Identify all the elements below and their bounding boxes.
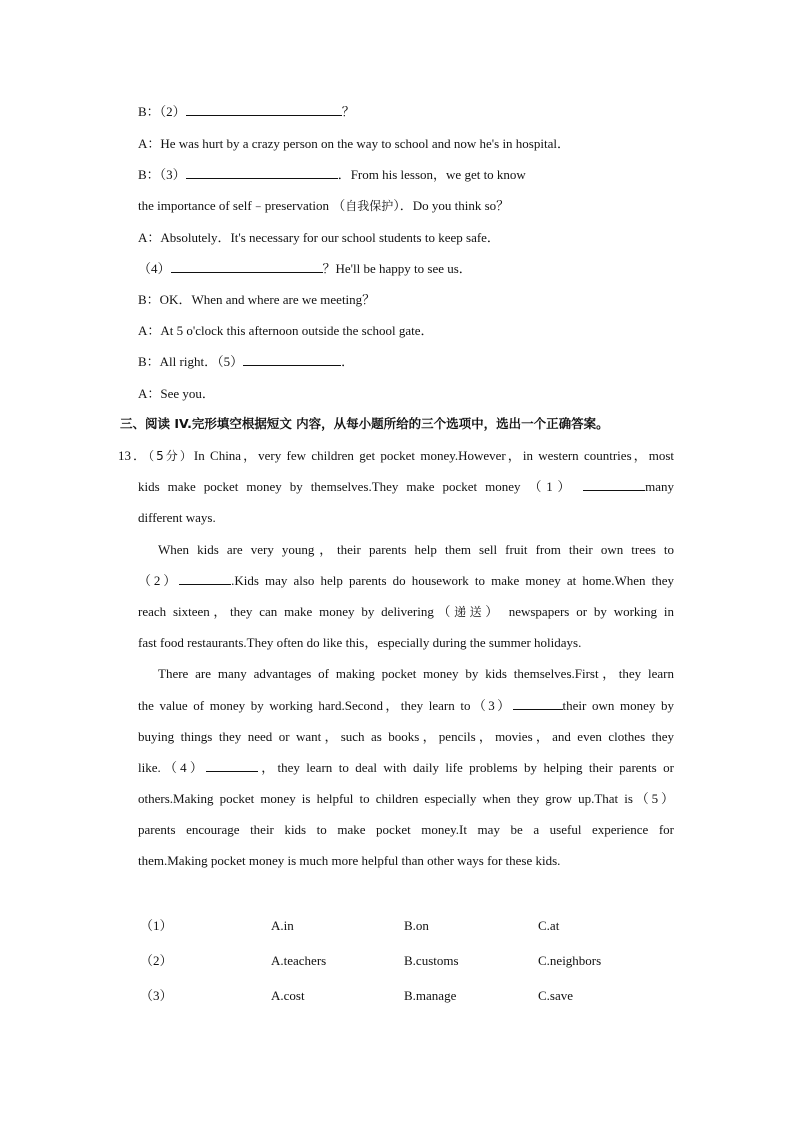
dialogue-line: the importance of self﹣preservation （自我保护）．Do you think so？ [138, 198, 510, 213]
answer-blank [186, 103, 342, 116]
passage-line: different ways. [138, 510, 216, 525]
dialogue-line: B：（2） ？ [138, 104, 355, 119]
speaker: A： [138, 386, 161, 401]
passage-line: buying things they need or want，such as books，pencils，movies，and even clothes they [138, 729, 674, 744]
option-a[interactable]: A.in [271, 918, 294, 933]
option-number: （3） [140, 988, 173, 1003]
option-number: （1） [140, 918, 173, 933]
answer-blank [171, 260, 323, 273]
passage-line: like.（4） ，they learn to deal with daily life problems by helping their parents or [138, 760, 675, 775]
passage-line: kids make pocket money by themselves.They make pocket money （1） many [138, 479, 674, 494]
answer-blank [583, 478, 645, 491]
passage-line: the value of money by working hard.Second，they learn to（3） their own money by [138, 698, 675, 713]
passage-line: them.Making pocket money is much more helpful than other ways for these kids. [138, 853, 561, 868]
dialogue-line: B：OK．When and where are we meeting？ [138, 292, 376, 307]
dialogue-line: A：At 5 o'clock this afternoon outside the school gate． [138, 323, 434, 338]
option-c[interactable]: C.at [538, 918, 560, 933]
speaker: B： [138, 354, 160, 369]
option-b[interactable]: B.on [404, 918, 429, 933]
passage-line: （2） .Kids may also help parents do housework to make money at home.When they [138, 573, 674, 588]
option-a[interactable]: A.cost [271, 988, 305, 1003]
speaker: A： [138, 230, 161, 245]
section-header: 三、阅读 IV.完形填空根据短文 内容，从每小题所给的三个选项中，选出一个正确答案。 [120, 416, 609, 431]
speaker: A： [138, 136, 161, 151]
option-a[interactable]: A.teachers [271, 953, 327, 968]
passage-line: parents encourage their kids to make pocket money.It may be a useful experience for [138, 822, 674, 837]
speaker: B： [138, 292, 160, 307]
answer-blank [513, 697, 563, 710]
dialogue-line: （4） ？He'll be happy to see us． [138, 261, 472, 276]
dialogue-line: A：Absolutely．It's necessary for our school students to keep safe． [138, 230, 500, 245]
passage-line: reach sixteen，they can make money by delivering（递送） newspapers or by working in [138, 604, 674, 619]
question-number: 13． [118, 448, 149, 463]
answer-blank [179, 572, 231, 585]
option-b[interactable]: B.manage [404, 988, 457, 1003]
question-line: 13．（5分）In China，very few children get pocket money.However，in western countries，most [118, 448, 674, 463]
passage-line: There are many advantages of making pocket money by kids themselves.First，they learn [158, 666, 674, 681]
question-score: （5分） [148, 449, 194, 463]
dialogue-line: B：（3） ．From his lesson，we get to know [138, 167, 526, 182]
option-c[interactable]: C.neighbors [538, 953, 602, 968]
speaker: B： [138, 104, 160, 119]
dialogue-line: A：He was hurt by a crazy person on the way to school and now he's in hospital． [138, 136, 570, 151]
answer-blank [243, 353, 341, 366]
speaker: A： [138, 323, 161, 338]
option-c[interactable]: C.save [538, 988, 574, 1003]
speaker: B： [138, 167, 160, 182]
passage-line: others.Making pocket money is helpful to children especially when they grow up.That is（5） [138, 791, 674, 806]
option-b[interactable]: B.customs [404, 953, 459, 968]
passage-line: When kids are very young，their parents help them sell fruit from their own trees to [158, 542, 674, 557]
dialogue-line: A：See you． [138, 386, 215, 401]
dialogue-line: B：All right．（5） ． [138, 354, 355, 369]
answer-blank [206, 759, 258, 772]
answer-blank [186, 166, 338, 179]
option-number: （2） [140, 953, 173, 968]
passage-line: fast food restaurants.They often do like this，especially during the summer holidays. [138, 635, 582, 650]
